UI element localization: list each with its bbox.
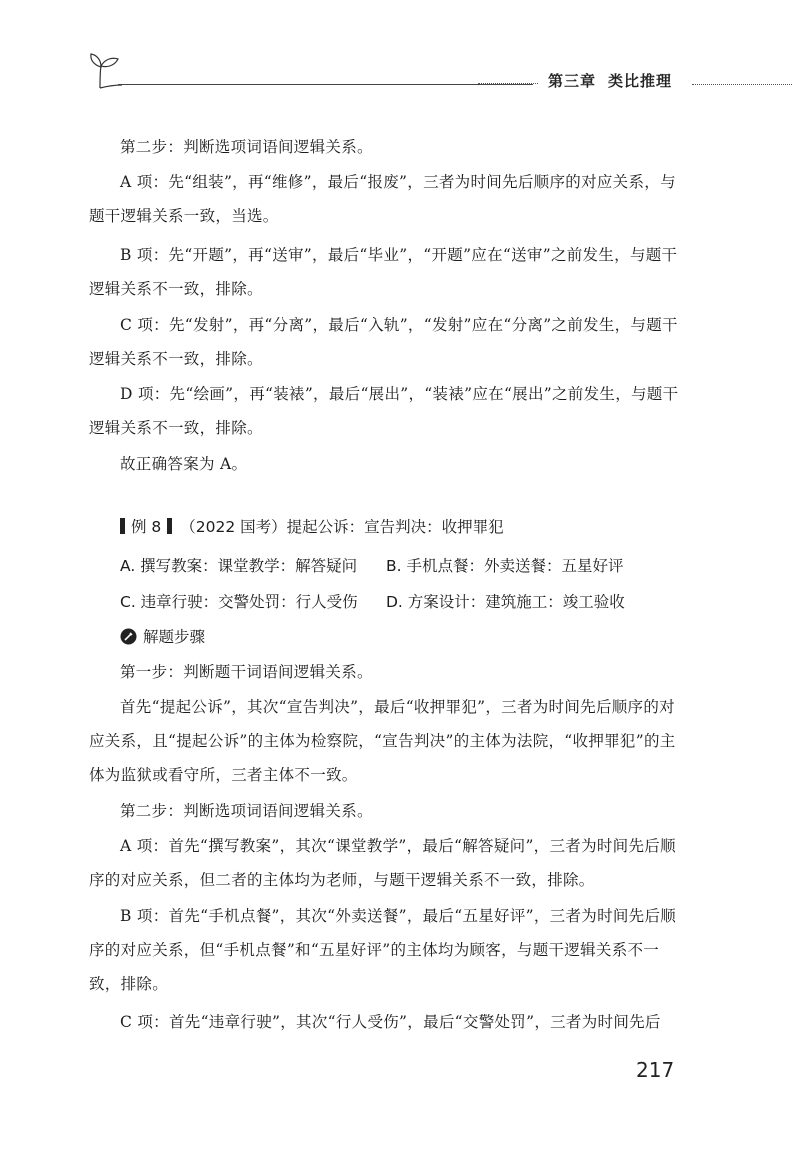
paragraph: A 项：先“组装”，再“维修”，最后“报废”，三者为时间先后顺序的对应关系，与题干逻辑关系一致，当选。	[89, 173, 676, 225]
paragraph: C 项：首先“违章行驶”，其次“行人受伤”，最后“交警处罚”，三者为时间先后	[120, 1013, 661, 1031]
paragraph: D 项：先“绘画”，再“装裱”，最后“展出”，“装裱”应在“展出”之前发生，与题干逻辑关系不一致，排除。	[89, 385, 679, 437]
bracket-bar-icon	[120, 518, 125, 534]
option-row	[120, 585, 652, 619]
example-label: 例 8	[131, 518, 162, 536]
paragraph: B 项：首先“手机点餐”，其次“外卖送餐”，最后“五星好评”，三者为时间先后顺序的对应关系，但“手机点餐”和“五星好评”的主体均为顾客，与题干逻辑关系不一致，排除。	[89, 907, 677, 993]
header-dotted-rule-right	[692, 84, 792, 85]
paragraph: A 项：首先“撰写教案”，其次“课堂教学”，最后“解答疑问”，三者为时间先后顺序的对应关系，但二者的主体均为老师，与题干逻辑关系不一致，排除。	[89, 837, 676, 889]
pen-circle-icon	[120, 628, 137, 645]
paragraph: B 项：先“开题”，再“送审”，最后“毕业”，“开题”应在“送审”之前发生，与题干逻辑关系不一致，排除。	[89, 246, 678, 298]
paragraph: 第一步：判断题干词语间逻辑关系。	[120, 663, 373, 681]
running-header	[0, 0, 800, 100]
chapter-title: 类比推理	[608, 72, 673, 90]
option-d: D. 方案设计：建筑施工：竣工验收	[386, 593, 625, 611]
example-question-text: （2022 国考）提起公诉：宣告判决：收押罪犯	[180, 518, 504, 536]
solution-steps-label: 解题步骤	[143, 628, 206, 646]
paragraph: C 项：先“发射”，再“分离”，最后“入轨”，“发射”应在“分离”之前发生，与题干逻辑关系不一致，排除。	[89, 316, 678, 368]
header-rule	[118, 84, 533, 85]
page-number: 217	[636, 1058, 675, 1082]
bracket-bar-icon	[167, 518, 172, 534]
solution-steps-heading	[120, 620, 205, 654]
paragraph: 第二步：判断选项词语间逻辑关系。	[120, 138, 373, 156]
example-question	[120, 510, 504, 544]
chapter-heading	[548, 70, 684, 91]
option-c: C. 违章行驶：交警处罚：行人受伤	[120, 593, 358, 611]
header-dotted-rule	[478, 83, 538, 84]
option-a: A. 撰写教案：课堂教学：解答疑问	[120, 557, 358, 575]
paragraph: 第二步：判断选项词语间逻辑关系。	[120, 802, 373, 820]
option-row	[120, 549, 652, 583]
paragraph: 首先“提起公诉”，其次“宣告判决”，最后“收押罪犯”，三者为时间先后顺序的对应关系，且“提起公诉”的主体为检察院，“宣告判决”的主体为法院，“收押罪犯”的主体为监狱或看守所，三者主体不一致。	[89, 698, 676, 784]
chapter-number: 第三章	[548, 72, 597, 90]
option-b: B. 手机点餐：外卖送餐：五星好评	[386, 557, 624, 575]
sprout-icon	[88, 50, 122, 90]
paragraph: 故正确答案为 A。	[120, 455, 248, 473]
